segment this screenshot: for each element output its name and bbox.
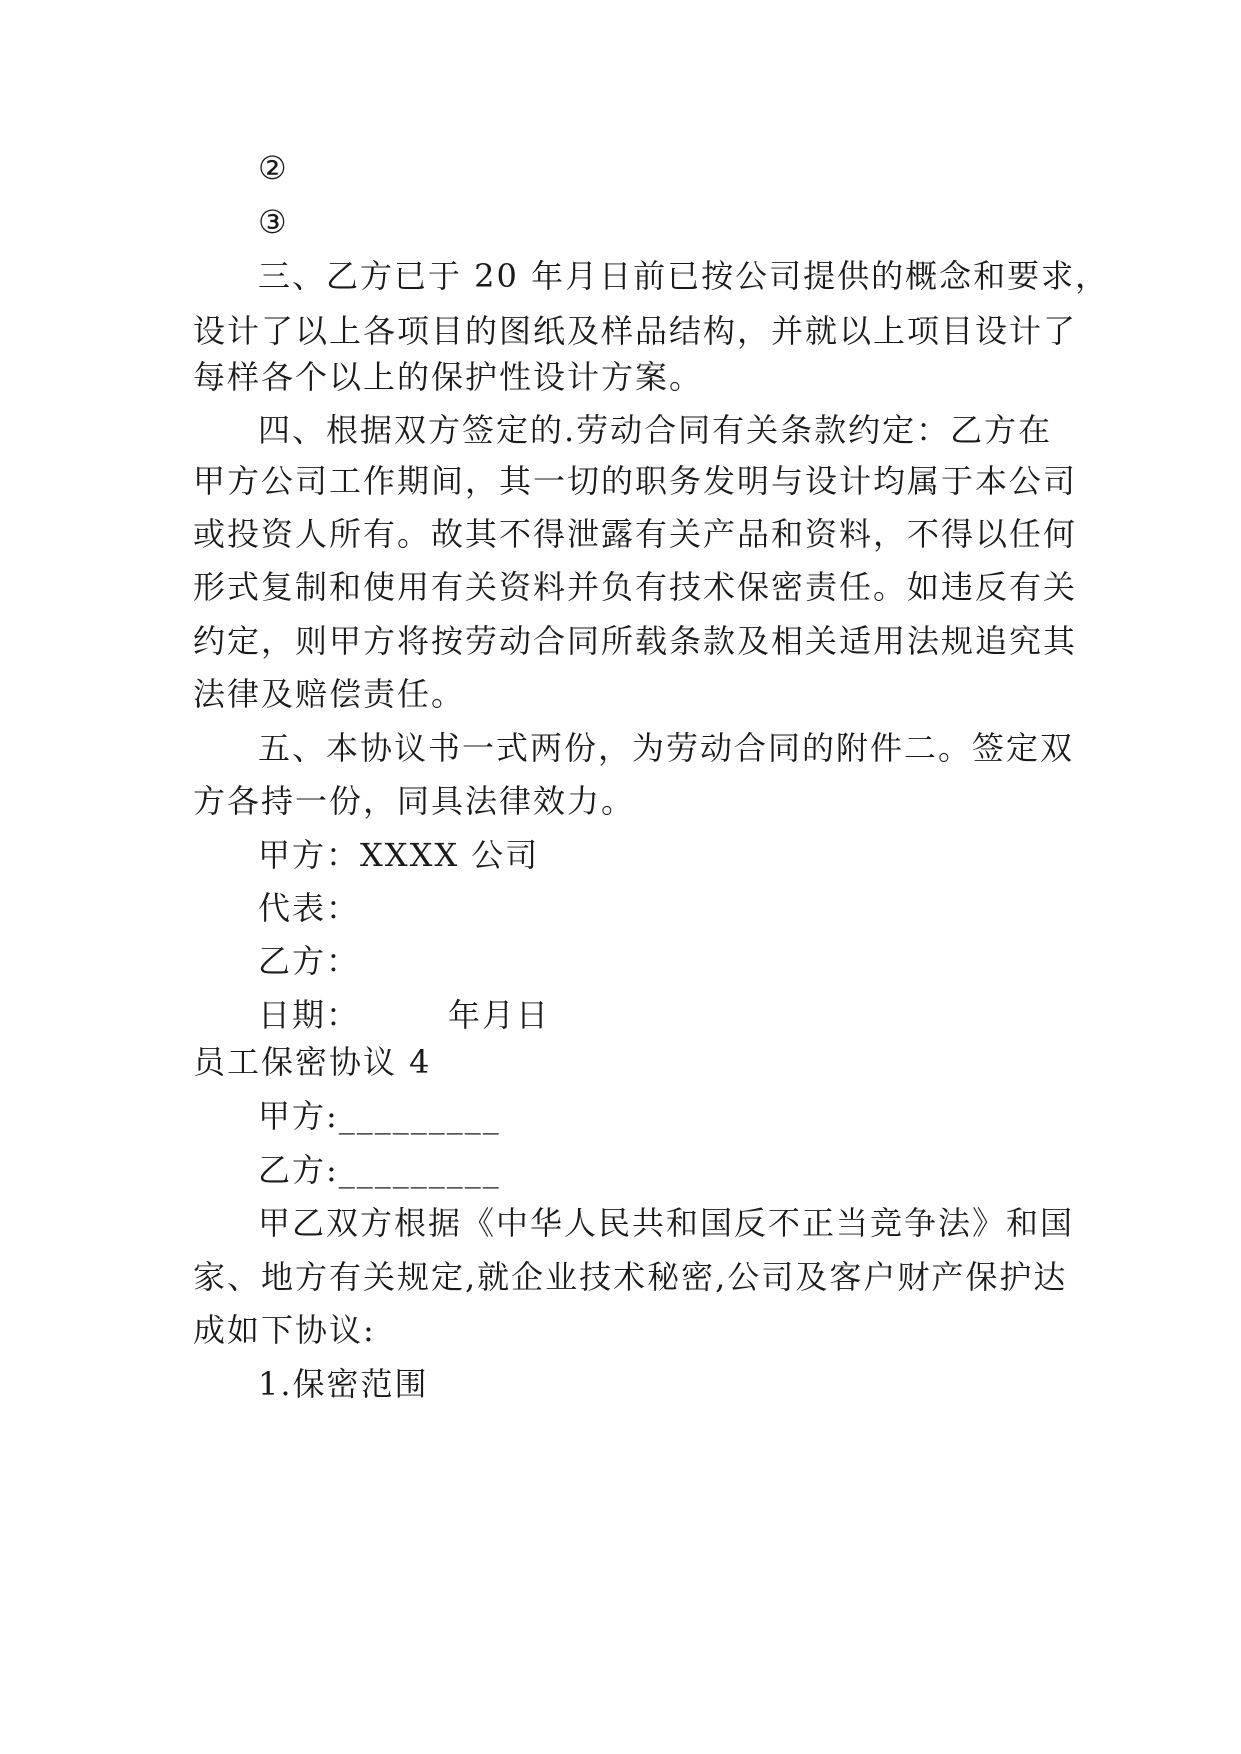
agreement4-intro-line3: 成如下协议: [193,1311,376,1349]
item3-line1: 三、乙方已于 20 年月日前已按公司提供的概念和要求， [258,257,1110,295]
item4-line2: 甲方公司工作期间，其一切的职务发明与设计均属于本公司 [193,462,1078,500]
item4-line5: 约定，则甲方将按劳动合同所载条款及相关适用法规追究其 [193,622,1078,660]
item5-line2: 方各持一份，同具法律效力。 [193,782,636,820]
clause-1-heading: 1.保密范围 [258,1365,429,1403]
agreement4-intro-line2: 家、地方有关规定,就企业技术秘密,公司及客户财产保护达 [193,1258,1068,1296]
section-title: 员工保密协议 4 [193,1043,432,1081]
item3-line3: 每样各个以上的保护性设计方案。 [193,358,704,396]
item3-line2: 设计了以上各项目的图纸及样品结构，并就以上项目设计了 [193,312,1078,350]
item4-line4: 形式复制和使用有关资料并负有技术保密责任。如违反有关 [193,568,1078,606]
agreement4-intro-line1: 甲乙双方根据《中华人民共和国反不正当竞争法》和国 [258,1204,1075,1242]
agreement4-party-b: 乙方:_________ [258,1151,501,1189]
circled-number-2: ② [258,149,289,187]
date-label: 日期： [258,996,361,1034]
date-value: 年月日 [448,996,551,1034]
item4-line1: 四、根据双方签定的.劳动合同有关条款约定：乙方在 [258,411,1053,449]
item5-line1: 五、本协议书一式两份，为劳动合同的附件二。签定双 [258,729,1075,767]
party-b-signature: 乙方： [258,942,361,980]
item4-line6: 法律及赔偿责任。 [193,675,466,713]
item4-line3: 或投资人所有。故其不得泄露有关产品和资料，不得以任何 [193,515,1078,553]
signature-date [258,995,550,1035]
agreement4-party-a: 甲方:_________ [258,1097,501,1135]
representative-signature: 代表： [258,889,361,927]
circled-number-3: ③ [258,203,289,241]
party-a-signature: 甲方：XXXX 公司 [258,836,540,874]
